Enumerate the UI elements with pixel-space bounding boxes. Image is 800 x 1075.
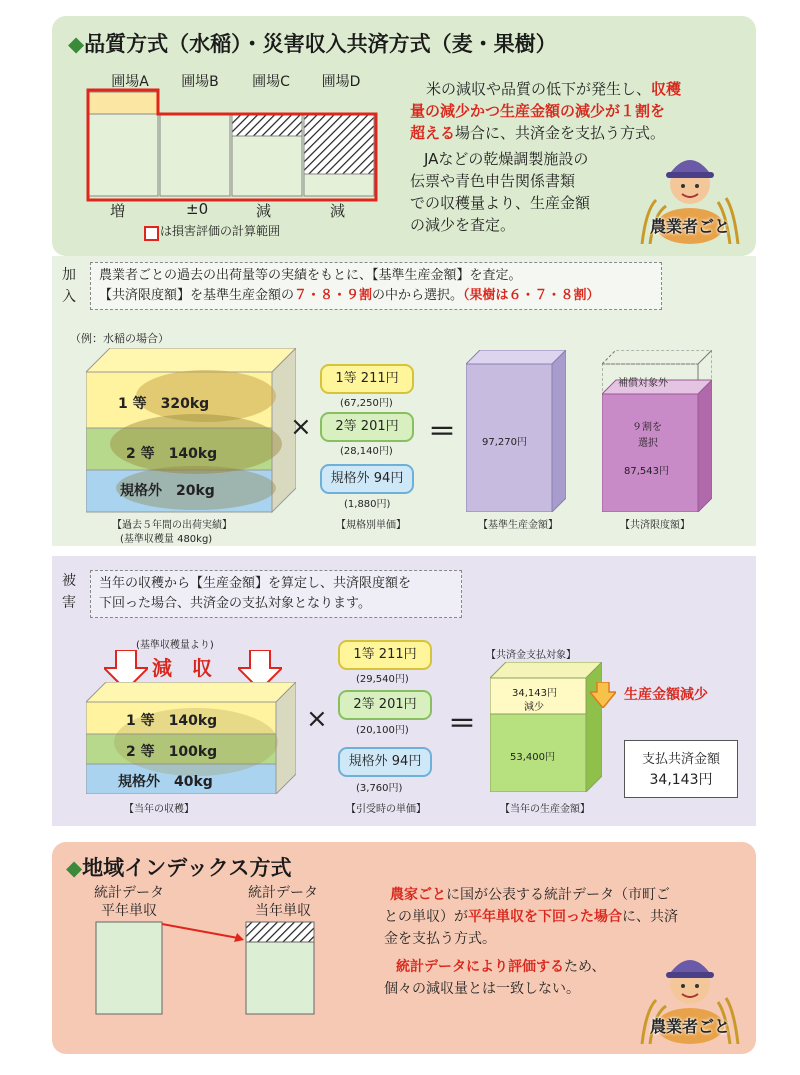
reduction-label: 減 収 xyxy=(152,656,212,680)
desc2-line-1: JAなどの乾燥調製施設の xyxy=(424,150,589,168)
legend-red-square xyxy=(144,226,159,241)
yield-shortfall-bar xyxy=(246,922,314,942)
field-label-d: 圃場D xyxy=(321,74,361,90)
limit-caption: 【共済限度額】 xyxy=(620,520,690,531)
price-caption: 【規格別単価】 xyxy=(336,520,406,531)
decrease-value: 34,143円 xyxy=(512,688,557,699)
limit-select-1: ９割を xyxy=(632,422,662,433)
join-line-2-red1: ７・８・９割 xyxy=(294,288,373,303)
limit-select-2: 選択 xyxy=(638,438,658,449)
price-pill-grade-1: 1等 211円 xyxy=(320,364,414,394)
farmer-illustration-2 xyxy=(636,940,744,1044)
damage-note xyxy=(90,570,462,618)
current-price-pill-grade-1: 1等 211円 xyxy=(338,640,432,670)
production-drop-label: 生産金額減少 xyxy=(624,687,708,703)
payout-target-label: 【共済金支払対象】 xyxy=(486,650,576,661)
equals-sign: ＝ xyxy=(428,415,457,448)
production-caption: 【当年の生産金額】 xyxy=(500,804,590,815)
stat-label-3: 統計データ xyxy=(248,885,318,901)
multiply-sign-2: × xyxy=(306,704,328,734)
quality-title-text: 品質方式（水稲）・災害収入共済方式（麦・果樹） xyxy=(84,32,557,56)
price-amount-grade-2: (28,140円) xyxy=(340,446,393,457)
result-d: 減 xyxy=(330,202,346,220)
index-text-2b: に、共済 xyxy=(622,909,678,925)
damage-side-1: 被 xyxy=(62,573,76,589)
tier-1-label: 1 等 320kg xyxy=(118,396,210,412)
current-yield-bar xyxy=(246,942,314,1014)
stat-label-4: 当年単収 xyxy=(255,903,311,919)
current-tier-2-label: 2 等 100kg xyxy=(126,744,218,760)
equals-sign-2: ＝ xyxy=(448,707,477,740)
legend-text: は損害評価の計算範囲 xyxy=(160,224,281,238)
damage-line-1: 当年の収穫から【生産金額】を算定し、共済限度額を xyxy=(99,576,412,591)
base-caption: 【基準生産金額】 xyxy=(478,520,558,531)
field-b-base xyxy=(160,114,230,196)
base-value: 97,270円 xyxy=(482,437,527,448)
price-amount-substandard: (1,880円) xyxy=(344,499,391,510)
index-title xyxy=(66,852,292,882)
stat-label-current xyxy=(238,884,328,920)
index-text-4: ため、 xyxy=(564,959,606,975)
stat-label-1: 統計データ xyxy=(94,885,164,901)
field-label-c: 圃場C xyxy=(252,74,290,90)
join-note xyxy=(90,262,662,310)
field-c-decrease xyxy=(232,114,302,136)
join-line-2-red2: （果樹は６・７・８割） xyxy=(463,288,600,303)
payout-label: 支払共済金額 xyxy=(641,752,720,767)
desc-text-1: 米の減収や品質の低下が発生し、 xyxy=(426,80,652,98)
current-box-caption: 【当年の収穫】 xyxy=(124,804,194,815)
result-a: 増 xyxy=(110,202,126,220)
current-price-caption: 【引受時の単価】 xyxy=(346,804,426,815)
farmer-label-2: 農業者ごと xyxy=(649,1017,730,1036)
field-a-base xyxy=(88,114,158,196)
result-b: ±0 xyxy=(186,200,209,218)
production-value: 53,400円 xyxy=(510,752,555,763)
desc-red-3: 超える xyxy=(410,124,456,142)
field-label-b: 圃場B xyxy=(181,74,219,90)
desc-red-1: 収穫 xyxy=(651,80,682,98)
current-price-amount-grade-2: (20,100円) xyxy=(356,725,409,736)
index-text-1: に国が公表する統計データ（市町ご xyxy=(446,887,670,903)
index-comparison-diagram xyxy=(92,920,332,1020)
current-price-pill-grade-2: 2等 201円 xyxy=(338,690,432,720)
multiply-sign: × xyxy=(290,412,312,442)
field-results xyxy=(96,200,376,222)
field-c-base xyxy=(232,136,302,196)
farmer-label: 農業者ごと xyxy=(649,217,730,236)
current-price-amount-substandard: (3,760円) xyxy=(356,783,403,794)
index-text-5: 個々の減収量とは一致しない。 xyxy=(384,981,580,997)
diamond-icon: ◆ xyxy=(66,856,83,880)
quality-description xyxy=(410,78,740,144)
current-price-amount-grade-1: (29,540円) xyxy=(356,674,409,685)
field-d-base xyxy=(304,174,374,196)
damage-side-label xyxy=(62,570,76,614)
index-text-2a: との単収）が xyxy=(384,909,468,925)
join-side-2: 入 xyxy=(62,289,76,305)
current-tier-1-label: 1 等 140kg xyxy=(126,713,218,729)
desc2-line-2: 伝票や青色申告関係書類 xyxy=(410,172,576,190)
index-red-1: 農家ごと xyxy=(390,887,446,903)
field-d-decrease xyxy=(304,114,374,174)
diamond-icon: ◆ xyxy=(68,32,85,56)
down-arrow-icon xyxy=(590,682,616,708)
current-tier-3-label: 規格外 40kg xyxy=(118,774,213,790)
base-production-box xyxy=(466,350,566,512)
join-line-2a: 【共済限度額】を基準生産金額の xyxy=(99,288,295,303)
result-c: 減 xyxy=(256,202,272,220)
index-red-4: 統計データにより評価する xyxy=(396,959,564,975)
example-label: （例：水稲の場合） xyxy=(70,332,169,345)
join-line-2b: の中から選択。 xyxy=(372,288,464,303)
farmer-illustration xyxy=(636,140,744,244)
join-side-1: 加 xyxy=(62,267,76,283)
tier-2-label: 2 等 140kg xyxy=(126,446,218,462)
desc-text-3: 場合に、共済金を支払う方式。 xyxy=(455,124,666,142)
stat-label-2: 平年単収 xyxy=(101,903,157,919)
join-side-label xyxy=(62,264,76,308)
basis-label: (基準収穫量より) xyxy=(136,640,214,651)
price-pill-grade-2: 2等 201円 xyxy=(320,412,414,442)
average-yield-bar xyxy=(96,922,162,1014)
join-line-1: 農業者ごとの過去の出荷量等の実績をもとに、【基準生産金額】を査定。 xyxy=(99,268,522,283)
past-box-caption-2: (基準収穫量 480kg) xyxy=(120,534,213,545)
payout-value: 34,143円 xyxy=(649,772,713,788)
index-red-2: 平年単収を下回った場合 xyxy=(468,909,622,925)
limit-top-label: 補償対象外 xyxy=(618,378,668,389)
price-pill-substandard: 規格外 94円 xyxy=(320,464,414,494)
decrease-word: 減少 xyxy=(524,702,544,713)
production-box xyxy=(490,662,602,792)
index-text-3: 金を支払う方式。 xyxy=(384,931,496,947)
damage-line-2: 下回った場合、共済金の支払対象となります。 xyxy=(99,596,371,611)
price-amount-grade-1: (67,250円) xyxy=(340,398,393,409)
stat-label-average xyxy=(84,884,174,920)
damage-side-2: 害 xyxy=(62,595,76,611)
field-label-a: 圃場A xyxy=(111,74,149,90)
field-a-increase xyxy=(88,92,158,114)
past-box-caption-1: 【過去５年間の出荷実績】 xyxy=(112,520,232,531)
field-comparison-diagram xyxy=(80,88,390,208)
quality-title xyxy=(68,28,557,58)
limit-value: 87,543円 xyxy=(624,466,669,477)
index-title-text: 地域インデックス方式 xyxy=(82,856,292,880)
payout-box xyxy=(624,740,738,798)
tier-3-label: 規格外 20kg xyxy=(120,483,215,499)
quality-description-2 xyxy=(410,148,640,236)
desc2-line-3: での収穫量より、生産金額 xyxy=(410,194,591,212)
desc2-line-4: の減少を査定。 xyxy=(410,216,516,234)
desc-red-2: 量の減少かつ生産金額の減少が１割を xyxy=(410,102,666,120)
current-price-pill-substandard: 規格外 94円 xyxy=(338,747,432,777)
